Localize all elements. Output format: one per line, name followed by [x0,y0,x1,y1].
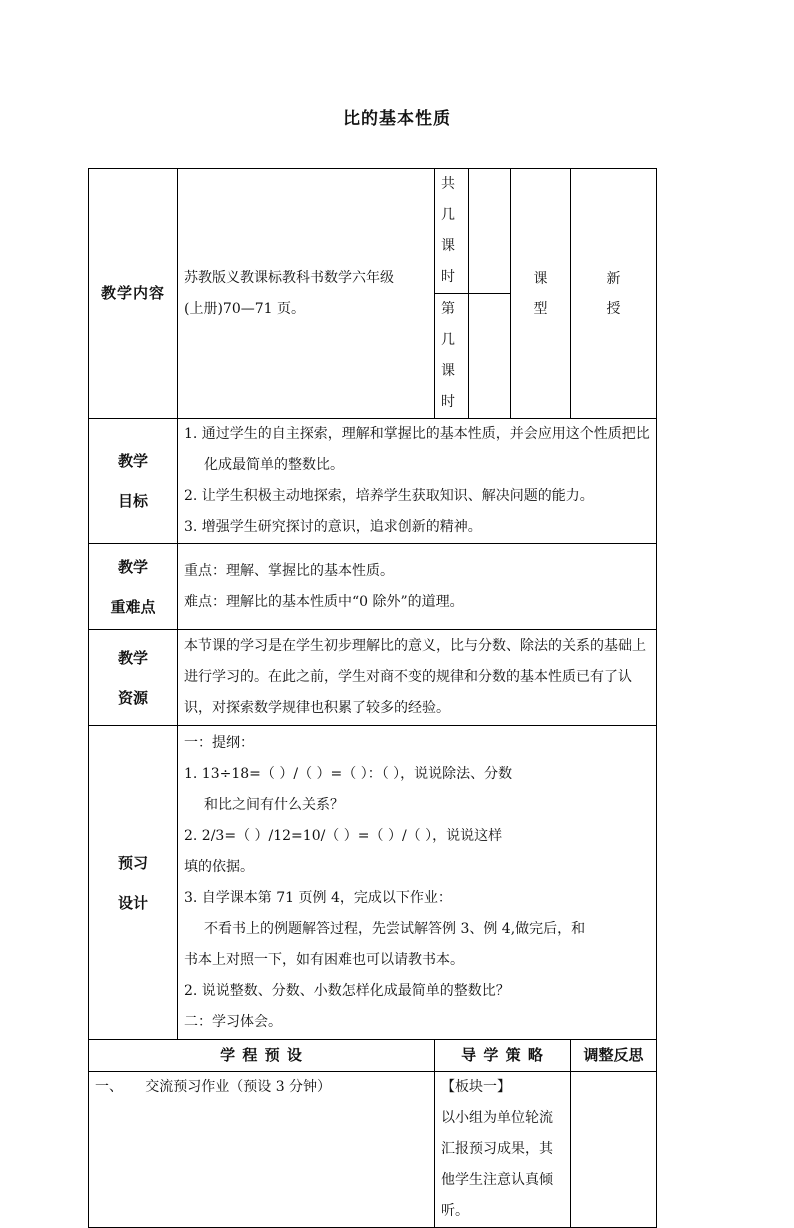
key-point: 重点：理解、掌握比的基本性质。 [184,562,394,579]
process-col-header: 学 程 预 设 [89,1040,435,1072]
resources-label-1: 教学 [117,648,148,667]
objectives-label-1: 教学 [117,452,148,470]
lesson-plan-table [88,168,657,1228]
difficulty-point: 难点：理解比的基本性质中“0 除外”的道理。 [184,593,464,610]
preview-reflection: 二：学习体会。 [184,1013,282,1030]
total-lessons-label: 共几课时 [435,169,469,294]
preview-outline: 一：提纲： [184,734,254,751]
preview-q2-a: 2. 2/3=（ ）/12=10/（ ）=（ ）/（ ），说说这样 [184,827,503,844]
strategy-block: 【板块一】 [441,1079,511,1095]
content-line-2: (上册)70—71 页。 [184,300,306,317]
total-lessons-value [469,169,511,294]
objective-item: 3. 增强学生研究探讨的意识，追求创新的精神。 [184,519,482,535]
preview-q4: 2. 说说整数、分数、小数怎样化成最简单的整数比？ [184,982,510,999]
content-label: 教学内容 [89,169,178,419]
content-value [178,169,435,419]
strategy-content [435,1072,571,1228]
preview-content [178,726,657,1040]
resources-label-2: 资源 [117,688,148,707]
lesson-type-label-1: 课 [533,270,548,287]
preview-q1-b: 和比之间有什么关系？ [204,796,344,813]
strategy-text: 以小组为单位轮流汇报预习成果，其他学生注意认真倾听。 [441,1110,553,1219]
objectives-label-2: 目标 [117,492,148,510]
lesson-type-value-1: 新 [606,270,621,287]
preview-label-1: 预习 [117,853,148,872]
lesson-type-label-2: 型 [533,300,548,317]
objective-item: 1. 通过学生的自主探索，理解和掌握比的基本性质，并会应用这个性质把比化成最简单的整数比。 [184,426,650,473]
resources-label [89,630,178,726]
preview-q1-a: 1. 13÷18=（ ）/（ ）=（ ）：（ ），说说除法、分数 [184,765,513,782]
reflection-col-header: 调整反思 [571,1040,657,1072]
keypoints-label-2: 重难点 [110,597,156,616]
objectives-content [178,419,657,544]
lesson-type-label [511,169,571,419]
process-step: 一、 交流预习作业（预设 3 分钟） [89,1072,435,1228]
page-title: 比的基本性质 [343,109,451,129]
strategy-col-header: 导 学 策 略 [435,1040,571,1072]
keypoints-label [89,544,178,630]
preview-q3: 3. 自学课本第 71 页例 4，完成以下作业： [184,889,452,906]
objectives-label [89,419,178,544]
lesson-type-value [571,169,657,419]
preview-q3-detail-a: 不看书上的例题解答过程，先尝试解答例 3、例 4,做完后，和 [204,920,586,937]
content-line-1: 苏教版义教课标教科书数学六年级 [184,269,394,286]
which-lesson-label: 第几课时 [435,294,469,419]
reflection-cell [571,1072,657,1228]
preview-label-2: 设计 [117,893,148,912]
objective-item: 2. 让学生积极主动地探索，培养学生获取知识、解决问题的能力。 [184,488,594,504]
resources-content: 本节课的学习是在学生初步理解比的意义，比与分数、除法的关系的基础上进行学习的。在此之前，学生对商不变的规律和分数的基本性质已有了认识，对探索数学规律也积累了较多的经验。 [178,630,657,726]
preview-q3-detail-b: 书本上对照一下，如有困难也可以请教书本。 [184,951,464,968]
preview-label [89,726,178,1040]
lesson-type-value-2: 授 [606,300,621,317]
preview-q2-b: 填的依据。 [184,858,254,875]
which-lesson-value [469,294,511,419]
keypoints-content [178,544,657,630]
keypoints-label-1: 教学 [117,557,148,576]
